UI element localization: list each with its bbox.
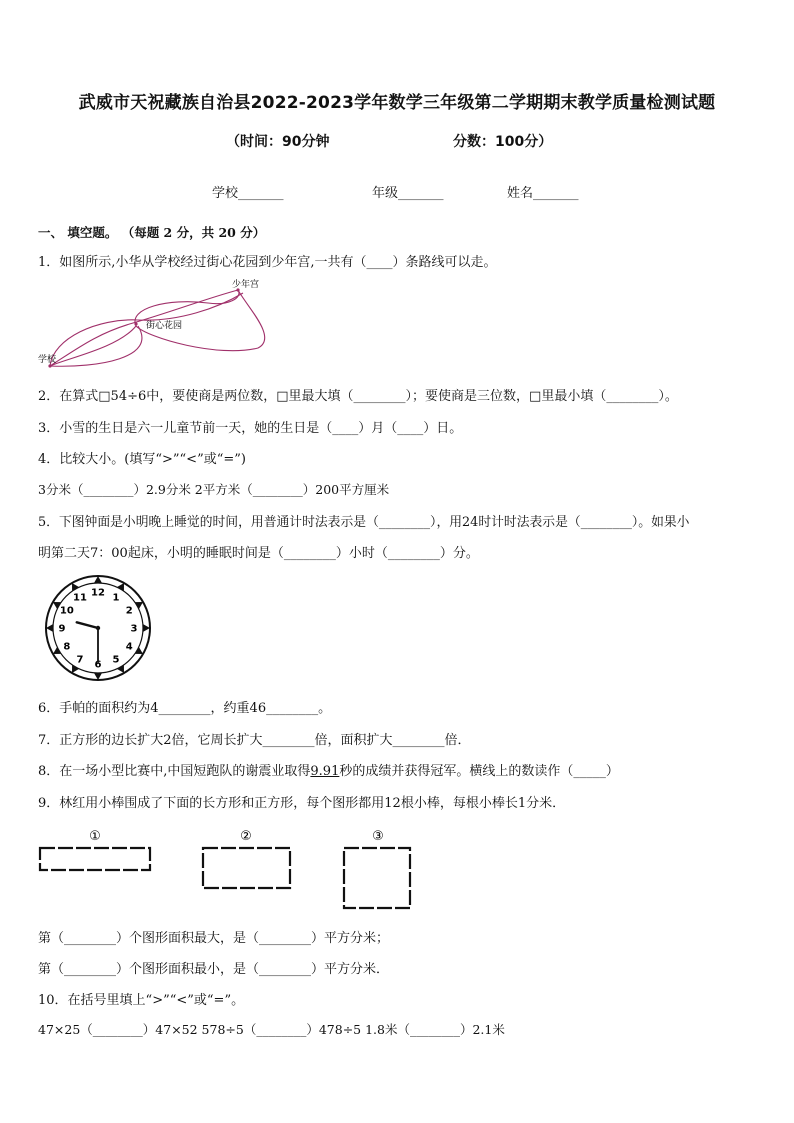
question-3: 3．小雪的生日是六一儿童节前一天，她的生日是（____）月（____）日。: [38, 421, 463, 436]
clock-hour-tick: [135, 647, 143, 654]
clock-hour-tick: [53, 647, 61, 654]
shape-2-rect: [203, 848, 290, 888]
clock-number: 2: [125, 605, 133, 617]
question-4: 4．比较大小。(填写“>”“<”或“=”): [38, 452, 246, 467]
clock-number: 6: [94, 659, 102, 671]
clock-number: 10: [59, 605, 74, 617]
question-9-a: 第（________）个图形面积最大，是（________）平方分米；: [38, 931, 390, 946]
shape-3-square: [344, 848, 410, 908]
clock-number: 3: [130, 623, 138, 635]
name-field: 姓名_______: [507, 186, 579, 201]
shape-2-label: ②: [240, 829, 252, 844]
question-5-line1: 5．下图钟面是小明晚上睡觉的时间，用普通计时法表示是（________），用24时计时法表示是（________）。如果小: [38, 515, 690, 530]
grade-field: 年级_______: [372, 186, 444, 201]
hour-hand: [77, 622, 98, 628]
map-label-garden: 街心花园: [146, 321, 183, 331]
clock-number: 1: [112, 592, 120, 604]
shape-3-label: ③: [372, 829, 384, 844]
section-heading: 一、 填空题。 （每题 2 分，共 20 分）: [38, 225, 266, 240]
page-title: 武威市天祝藏族自治县2022-2023学年数学三年级第二学期期末教学质量检测试题: [78, 93, 716, 113]
question-1: 1．如图所示,小华从学校经过街心花园到少年宫,一共有（____）条路线可以走。: [38, 255, 497, 270]
question-8: [38, 760, 619, 779]
question-4-items: 3分米（________）2.9分米 2平方米（________）200平方厘米: [38, 482, 390, 497]
clock-hour-tick: [117, 665, 124, 673]
question-10-items: 47×25（________）47×52 578÷5（________）478÷5 1.8米（________）2.1米: [38, 1022, 505, 1037]
question-10: 10．在括号里填上“>”“<”或“=”。: [38, 993, 245, 1008]
question-8-number: 9.91: [310, 764, 340, 779]
exam-time: （时间：90分钟: [226, 134, 330, 150]
clock-hour-tick: [117, 583, 124, 591]
question-8-end: 秒的成绩并获得冠军。横线上的数读作（_____）: [339, 764, 619, 779]
question-7: 7．正方形的边长扩大2倍，它周长扩大________倍，面积扩大________倍．: [38, 733, 471, 748]
clock-hour-tick: [72, 665, 79, 673]
clock-hour-tick: [135, 602, 143, 609]
question-5-line2: 明第二天7：00起床，小明的睡眠时间是（________）小时（________）分。: [38, 546, 479, 561]
shape-1-label: ①: [89, 829, 101, 844]
question-2: 2．在算式□54÷6中，要使商是两位数，□里最大填（________）；要使商是三位数，□里最小填（________）。: [38, 389, 678, 404]
question-8-start: 8．在一场小型比赛中,中国短跑队的谢震业取得: [38, 764, 311, 779]
question-6: 6．手帕的面积约为4________，约重46________。: [38, 701, 332, 716]
clock-number: 4: [125, 641, 133, 653]
clock-number: 11: [73, 592, 87, 604]
map-label-school: 学校: [38, 355, 57, 365]
clock-number: 8: [63, 641, 71, 653]
shape-1-rect: [40, 848, 150, 870]
stick-shapes-figure: [38, 826, 438, 916]
clock-number: 5: [112, 654, 120, 666]
school-field: 学校_______: [212, 186, 284, 201]
route-map-figure: [38, 278, 278, 368]
exam-score: 分数：100分）: [453, 134, 553, 150]
question-9: 9．林红用小棒围成了下面的长方形和正方形，每个图形都用12根小棒，每根小棒长1分米．: [38, 796, 566, 811]
clock-number: 9: [58, 623, 66, 635]
map-label-youth-palace: 少年宫: [232, 280, 260, 290]
question-9-b: 第（________）个图形面积最小，是（________）平方分米．: [38, 962, 390, 977]
clock-hour-tick: [72, 583, 79, 591]
clock-number: 7: [76, 654, 84, 666]
clock-number: 12: [91, 587, 105, 599]
clock-face-figure: [43, 573, 153, 683]
